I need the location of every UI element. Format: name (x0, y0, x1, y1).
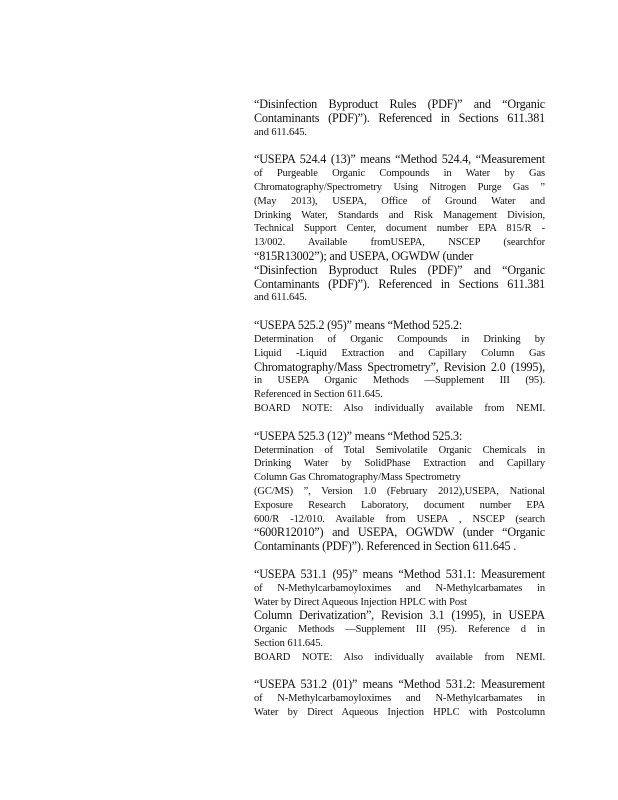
text-line: “USEPA 524.4 (13)” means “Method 524.4, “Measurement (254, 153, 545, 167)
text-line: Chromatography/Mass Spectrometry”, Revision 2.0 (1995), (254, 360, 545, 374)
text-line: Water by Direct Aqueous Injection HPLC with Post (254, 596, 467, 608)
text-line: “Disinfection Byproduct Rules (PDF)” and “Organic (254, 263, 545, 277)
definition-paragraph (254, 98, 545, 139)
text-line: Determination of Organic Compounds in Drinking by (254, 333, 545, 345)
text-line: Contaminants (PDF)”). Referenced in Sections 611.381 (254, 277, 545, 291)
text-line: Water by Direct Aqueous Injection HPLC with Postcolumn (254, 707, 545, 719)
text-line: “600R12010”) and USEPA, OGWDW (under “Organic (254, 526, 545, 540)
text-line: Technical Support Center, document number EPA 815/R - (254, 223, 545, 235)
text-line: and 611.645. (254, 292, 307, 304)
text-line: “815R13002”); and USEPA, OGWDW (under (254, 249, 474, 263)
text-line: Contaminants (PDF)”). Referenced in Sections 611.381 (254, 111, 545, 125)
text-line: “USEPA 531.2 (01)” means “Method 531.2: Measurement (254, 678, 545, 692)
text-line: Determination of Total Semivolatile Organic Chemicals in (254, 444, 545, 456)
text-line: “USEPA 525.2 (95)” means “Method 525.2: (254, 319, 463, 333)
text-line: “USEPA 531.1 (95)” means “Method 531.1: Measurement (254, 567, 545, 581)
definition-paragraph (254, 430, 545, 554)
text-line: 13/002. Available fromUSEPA, NSCEP (searchfor (254, 237, 545, 249)
text-line: of N-Methylcarbamoyloximes and N-Methylcarbamates in (254, 693, 545, 705)
text-line: “USEPA 525.3 (12)” means “Method 525.3: (254, 429, 463, 443)
definition-paragraph (254, 568, 545, 665)
text-line: BOARD NOTE: Also individually available from NEMI. (254, 651, 545, 663)
text-line: (May 2013), USEPA, Office of Ground Water and (254, 195, 545, 207)
text-line: (GC/MS) ”, Version 1.0 (February 2012),USEPA, National (254, 485, 545, 497)
text-line: of N-Methylcarbamoyloximes and N-Methylcarbamates in (254, 582, 545, 594)
text-line: Liquid -Liquid Extraction and Capillary Column Gas (254, 347, 545, 359)
text-line: Referenced in Section 611.645. (254, 389, 383, 401)
text-line: Chromatography/Spectrometry Using Nitrogen Purge Gas ” (254, 181, 545, 193)
text-line: Drinking Water, Standards and Risk Management Division, (254, 209, 545, 221)
text-line: of Purgeable Organic Compounds in Water by Gas (254, 168, 545, 180)
text-line: 600/R -12/010. Available from USEPA , NSCEP (search (254, 513, 545, 525)
text-line: Column Gas Chromatography/Mass Spectrometry (254, 472, 461, 484)
text-line: in USEPA Organic Methods —Supplement III (95). (254, 375, 545, 387)
text-line: Exposure Research Laboratory, document number EPA (254, 499, 545, 511)
text-column (254, 98, 545, 734)
definition-paragraph (254, 678, 545, 719)
text-line: Section 611.645. (254, 637, 323, 649)
definition-paragraph (254, 319, 545, 416)
text-line: BOARD NOTE: Also individually available from NEMI. (254, 402, 545, 414)
definition-paragraph (254, 153, 545, 305)
text-line: Drinking Water by SolidPhase Extraction and Capillary (254, 458, 545, 470)
text-line: Contaminants (PDF)”). Referenced in Section 611.645 . (254, 540, 517, 554)
text-line: “Disinfection Byproduct Rules (PDF)” and “Organic (254, 98, 545, 111)
text-line: Column Derivatization”, Revision 3.1 (1995), in USEPA (254, 609, 545, 623)
text-line: Organic Methods —Supplement III (95). Reference d in (254, 624, 545, 636)
text-line: and 611.645. (254, 126, 307, 138)
